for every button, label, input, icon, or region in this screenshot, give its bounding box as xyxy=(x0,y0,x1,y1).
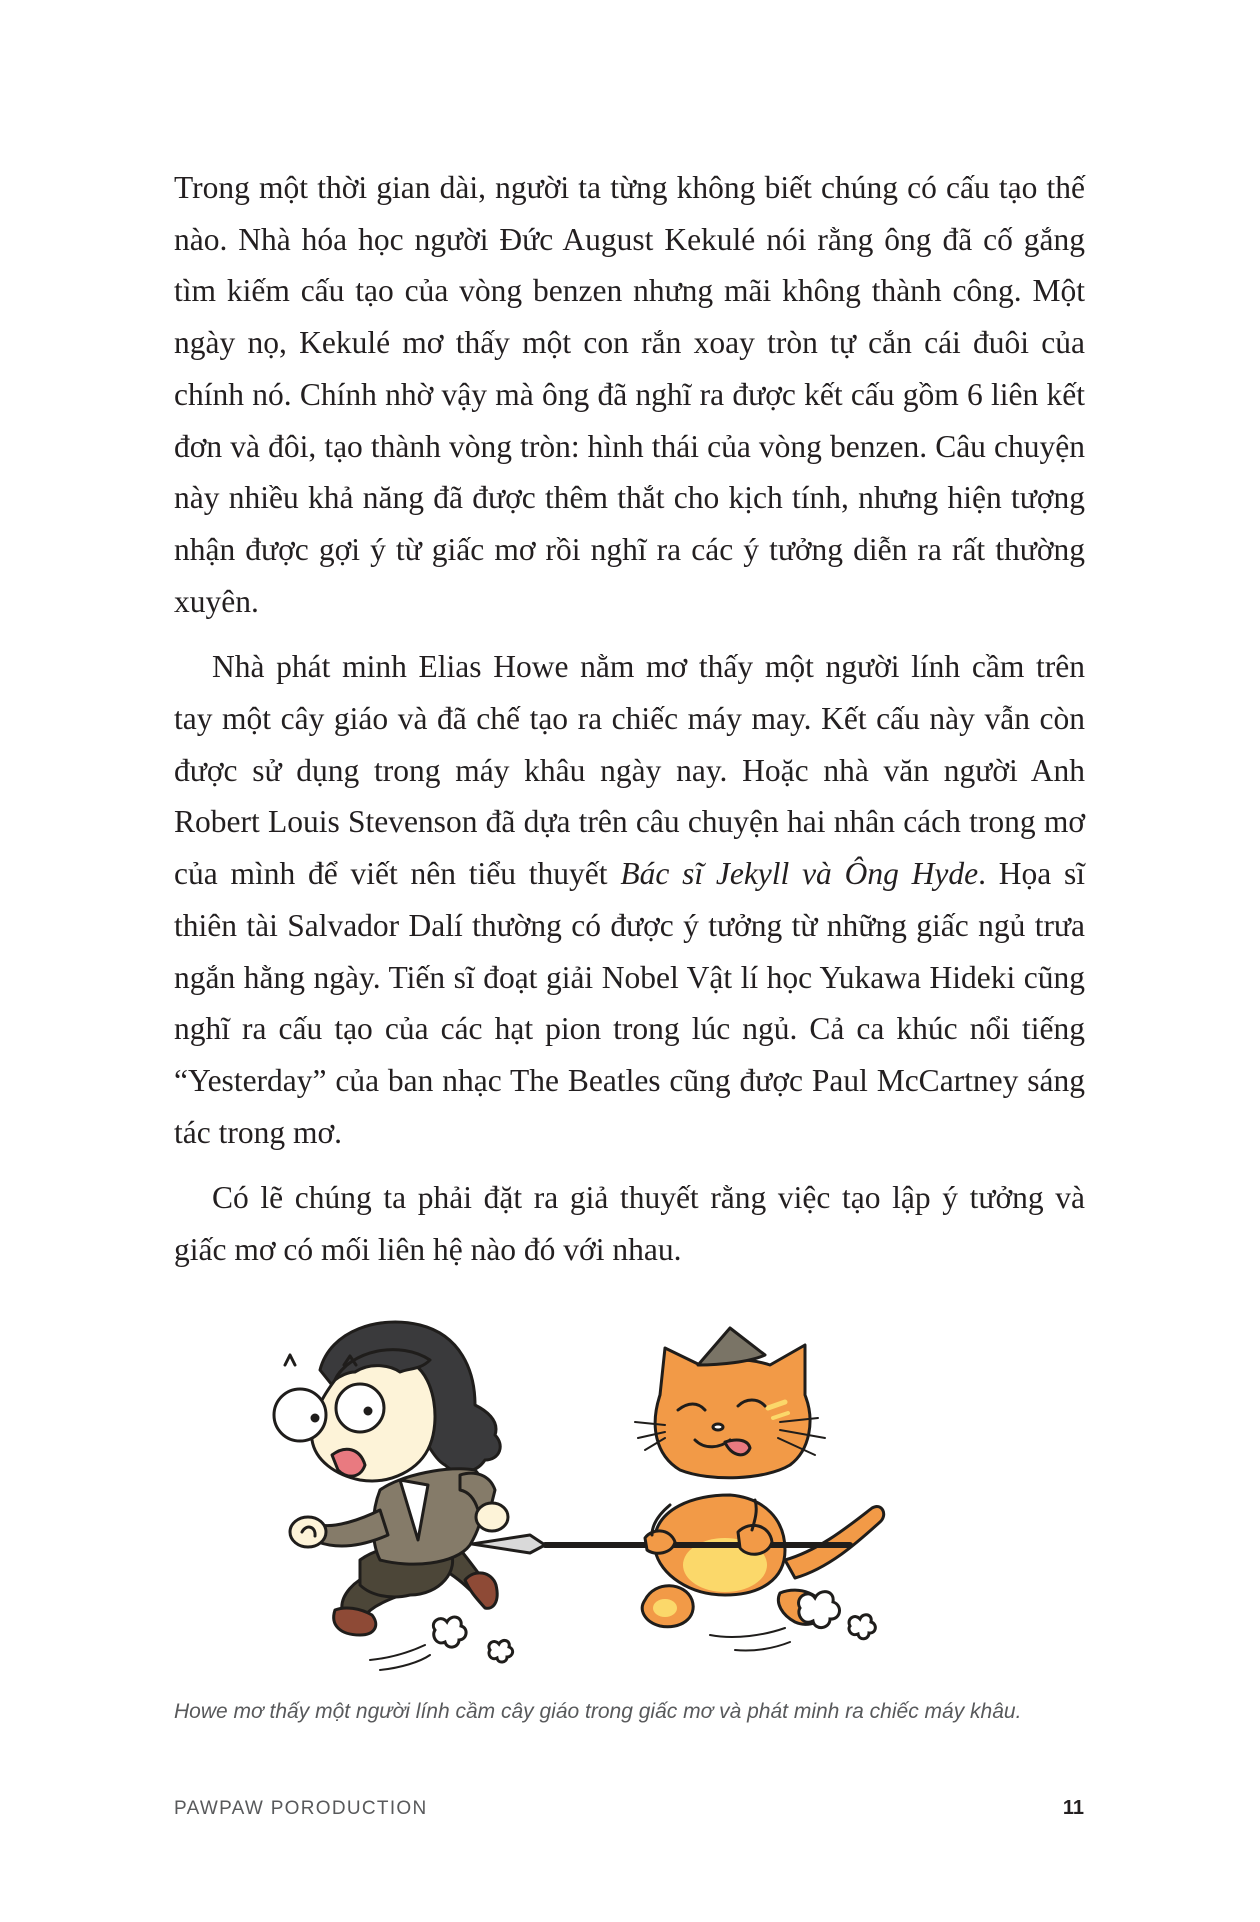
body-text xyxy=(174,162,1085,1290)
paragraph-2 xyxy=(174,641,1085,1158)
footer-publisher: PAWPAW PORODUCTION xyxy=(174,1798,428,1819)
illustration-caption: Howe mơ thấy một người lính cầm cây giáo trong giấc mơ và phát minh ra chiếc máy khâu. xyxy=(174,1700,1022,1723)
running-man-figure xyxy=(274,1322,508,1670)
paragraph-3: Có lẽ chúng ta phải đặt ra giả thuyết rằng việc tạo lập ý tưởng và giấc mơ có mối liên hệ nào đó với nhau. xyxy=(174,1180,1085,1268)
paragraph-1: Trong một thời gian dài, người ta từng không biết chúng có cấu tạo thế nào. Nhà hóa học người Đức August Kekulé nói rằng ông đã cố gắng tìm kiếm cấu tạo của vòng benzen nhưng mãi không thành công. Một ngày nọ, Kekulé mơ thấy một con rắn xoay tròn tự cắn cái đuôi của chính nó. Chính nhờ vậy mà ông đã nghĩ ra được kết cấu gồm 6 liên kết đơn và đôi, tạo thành vòng tròn: hình thái của vòng benzen. Câu chuyện này nhiều khả năng đã được thêm thắt cho kịch tính, nhưng hiện tượng nhận được gợi ý từ giấc mơ rồi nghĩ ra các ý tưởng diễn ra rất thường xuyên. xyxy=(174,170,1085,619)
dust-puffs-left xyxy=(433,1617,512,1662)
paragraph-2-text-after: . Họa sĩ thiên tài Salvador Dalí thường có được ý tưởng từ những giấc ngủ trưa ngắn hằng ngày. Tiến sĩ đoạt giải Nobel Vật lí học Yukawa Hideki cũng nghĩ ra cấu tạo của các hạt pion trong lúc ngủ. Cả ca khúc nổi tiếng “Yesterday” của ban nhạc The Beatles cũng được Paul McCartney sáng tác trong mơ. xyxy=(174,856,1085,1150)
book-title-italic: Bác sĩ Jekyll và Ông Hyde xyxy=(620,856,979,892)
illustration xyxy=(260,1310,1000,1690)
dust-puffs-right xyxy=(799,1592,876,1639)
paragraph-2-text-before: Nhà phát minh Elias Howe nằm mơ thấy một người lính cầm trên tay một cây giáo và đã chế tạo ra chiếc máy may. Kết cấu này vẫn còn được sử dụng trong máy khâu ngày nay. Hoặc nhà văn người Anh Robert Louis Stevenson đã dựa trên câu chuyện hai nhân cách trong mơ của mình để viết nên tiểu thuyết xyxy=(174,649,1085,892)
page-number: 11 xyxy=(1062,1797,1084,1819)
